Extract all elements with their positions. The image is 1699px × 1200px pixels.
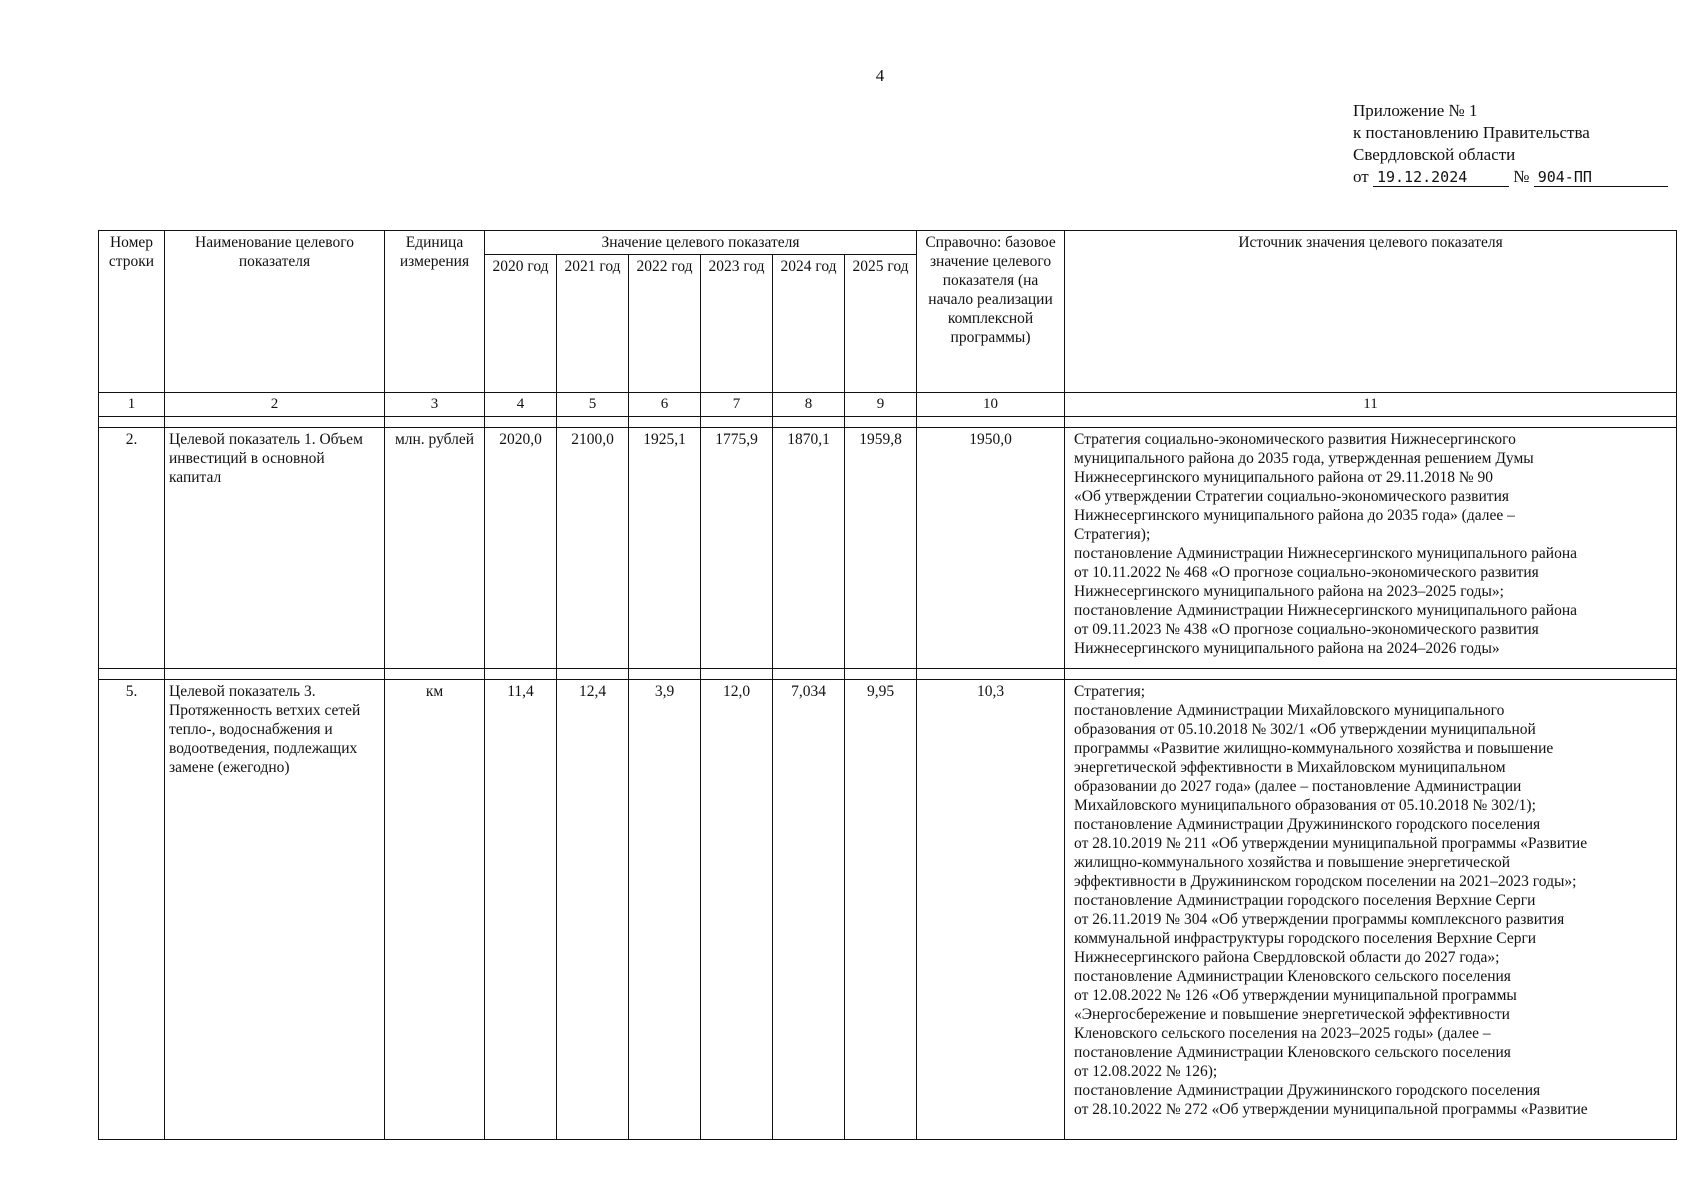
source-line: Нижнесергинского муниципального района от 29.11.2018 № 90 [1074,469,1494,486]
column-number: 6 [629,393,701,417]
source-line: от 12.08.2022 № 126); [1074,1063,1218,1080]
value-2021: 2100,0 [557,428,629,669]
header-value-group: Значение целевого показателя [485,231,917,255]
resolution-date: 19.12.2024 [1373,168,1509,187]
header-source: Источник значения целевого показателя [1065,231,1677,393]
number-label: № [1513,167,1530,186]
resolution-number: 904-ПП [1534,168,1668,187]
value-2021: 12,4 [557,680,629,1140]
column-number: 7 [701,393,773,417]
header-unit: Единица измерения [385,231,485,393]
source-line: Стратегия); [1074,526,1151,543]
source-line: от 12.08.2022 № 126 «Об утверждении муниципальной программы [1074,987,1517,1004]
appendix-line-2: к постановлению Правительства [1353,123,1590,142]
value-2025: 9,95 [845,680,917,1140]
source-line: от 28.10.2019 № 211 «Об утверждении муниципальной программы «Развитие [1074,835,1588,852]
indicator-name: Целевой показатель 3. Протяженность ветхих сетей тепло-, водоснабжения и водоотведения, подлежащих замене (ежегодно) [165,680,385,1140]
base-value: 1950,0 [917,428,1065,669]
source-line: образования от 05.10.2018 № 302/1 «Об утверждении муниципальной [1074,721,1536,738]
header-year: 2021 год [557,255,629,393]
source-line: от 09.11.2023 № 438 «О прогнозе социально-экономического развития [1074,621,1539,638]
column-number: 2 [165,393,385,417]
column-number: 11 [1065,393,1677,417]
source-line: Кленовского сельского поселения на 2023–2025 годы» (далее – [1074,1025,1491,1042]
source-line: постановление Администрации Дружининского городского поселения [1074,1082,1541,1099]
source-line: постановление Администрации Кленовского сельского поселения [1074,1044,1511,1061]
indicator-name: Целевой показатель 1. Объем инвестиций в основной капитал [165,428,385,669]
appendix-line-3: Свердловской области [1353,145,1516,164]
header-year: 2022 год [629,255,701,393]
source-line: от 28.10.2022 № 272 «Об утверждении муниципальной программы «Развитие [1074,1101,1588,1118]
column-number: 5 [557,393,629,417]
row-number: 2. [99,428,165,669]
source-line: эффективности в Дружининском городском поселении на 2021–2023 годы»; [1074,873,1577,890]
header-row-1 [99,231,1677,255]
table-gap [99,669,1677,680]
column-number: 3 [385,393,485,417]
source-line: постановление Администрации Кленовского сельского поселения [1074,968,1511,985]
source-line: Нижнесергинского муниципального района на 2024–2026 годы» [1074,640,1500,657]
source-line: от 26.11.2019 № 304 «Об утверждении программы комплексного развития [1074,911,1565,928]
source-line: Нижнесергинского муниципального района до 2035 года» (далее – [1074,507,1515,524]
column-number: 9 [845,393,917,417]
indicator-source [1065,428,1677,669]
column-number-row [99,393,1677,417]
source-line: постановление Администрации Михайловского муниципального [1074,702,1505,719]
value-2020: 2020,0 [485,428,557,669]
value-2025: 1959,8 [845,428,917,669]
column-number: 10 [917,393,1065,417]
header-year: 2024 год [773,255,845,393]
base-value: 10,3 [917,680,1065,1140]
indicator-unit: млн. рублей [385,428,485,669]
source-line: от 10.11.2022 № 468 «О прогнозе социально-экономического развития [1074,564,1539,581]
appendix-block [1353,100,1668,188]
page-number: 4 [875,66,885,85]
source-line: программы «Развитие жилищно-коммунального хозяйства и повышение [1074,740,1554,757]
source-line: Стратегия; [1074,683,1146,700]
source-line: образовании до 2027 года» (далее – постановление Администрации [1074,778,1522,795]
appendix-date-line [1353,166,1668,188]
value-2023: 1775,9 [701,428,773,669]
source-line: постановление Администрации Нижнесергинского муниципального района [1074,545,1578,562]
value-2024: 7,034 [773,680,845,1140]
table-row [99,680,1677,1140]
table-row [99,428,1677,669]
appendix-line-1: Приложение № 1 [1353,101,1478,120]
source-line: «Энергосбережение и повышение энергетической эффективности [1074,1006,1510,1023]
value-2022: 3,9 [629,680,701,1140]
column-number: 1 [99,393,165,417]
value-2023: 12,0 [701,680,773,1140]
source-line: энергетической эффективности в Михайловском муниципальном [1074,759,1506,776]
source-line: Нижнесергинского района Свердловской области до 2027 года»; [1074,949,1500,966]
header-year: 2023 год [701,255,773,393]
source-line: постановление Администрации Дружининского городского поселения [1074,816,1541,833]
header-row-number: Номер строки [99,231,165,393]
header-year: 2020 год [485,255,557,393]
row-number: 5. [99,680,165,1140]
header-year: 2025 год [845,255,917,393]
source-line: постановление Администрации городского поселения Верхние Серги [1074,892,1536,909]
column-number: 4 [485,393,557,417]
from-label: от [1353,167,1369,186]
value-2024: 1870,1 [773,428,845,669]
header-reference: Справочно: базовое значение целевого показателя (на начало реализации комплексной программы) [917,231,1065,393]
indicator-source [1065,680,1677,1140]
source-line: Нижнесергинского муниципального района на 2023–2025 годы»; [1074,583,1504,600]
source-line: коммунальной инфраструктуры городского поселения Верхние Серги [1074,930,1537,947]
target-indicators-table [98,230,1677,1140]
header-indicator-name: Наименование целевого показателя [165,231,385,393]
source-line: муниципального района до 2035 года, утвержденная решением Думы [1074,450,1534,467]
source-line: Стратегия социально-экономического развития Нижнесергинского [1074,431,1516,448]
source-line: Михайловского муниципального образования от 05.10.2018 № 302/1); [1074,797,1536,814]
source-line: «Об утверждении Стратегии социально-экономического развития [1074,488,1509,505]
value-2022: 1925,1 [629,428,701,669]
indicator-unit: км [385,680,485,1140]
value-2020: 11,4 [485,680,557,1140]
column-number: 8 [773,393,845,417]
source-line: жилищно-коммунального хозяйства и повышение энергетической [1074,854,1511,871]
table-gap [99,417,1677,428]
source-line: постановление Администрации Нижнесергинского муниципального района [1074,602,1578,619]
